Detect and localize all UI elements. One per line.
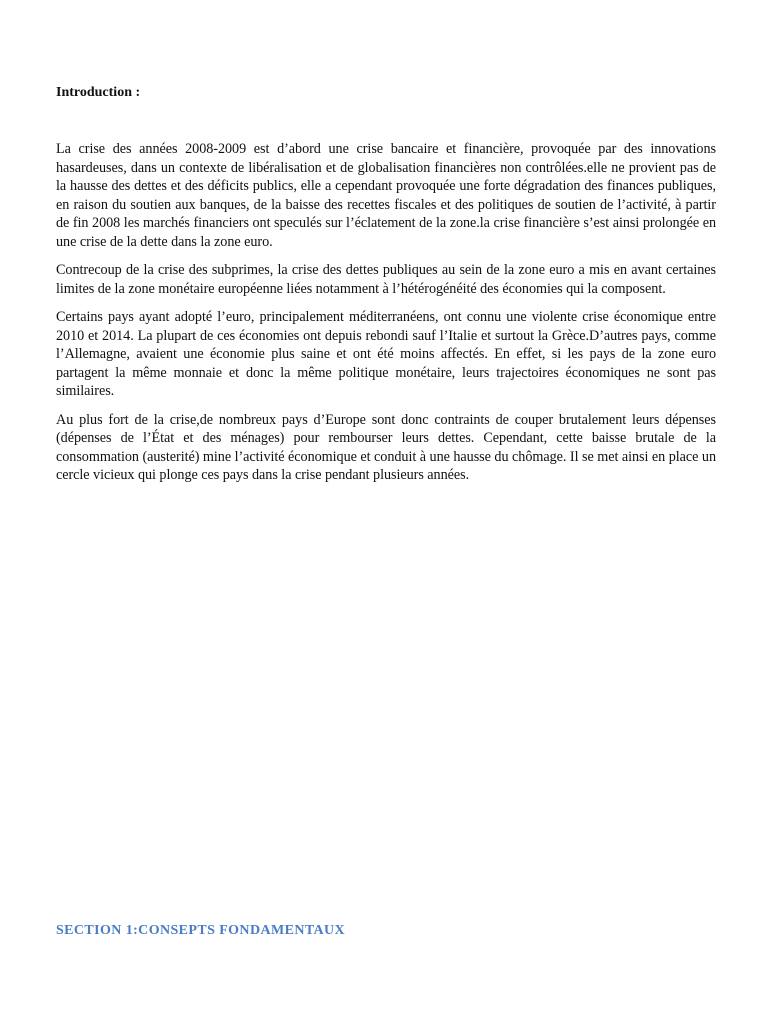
introduction-body [56, 140, 716, 495]
introduction-heading: Introduction : [56, 85, 141, 100]
section-title: SECTION 1:CONSEPTS FONDAMENTAUX [56, 923, 346, 938]
paragraph-2: Contrecoup de la crise des subprimes, la crise des dettes publiques au sein de la zone euro a mis en avant certaines limites de la zone monétaire européenne liées notamment à l’hétérogénéité des économies qui la composent. [56, 262, 716, 297]
paragraph-1: La crise des années 2008-2009 est d’abord une crise bancaire et financière, provoquée par des innovations hasardeuses, dans un contexte de libéralisation et de globalisation financières non contrôlées.elle ne provient pas de la hausse des dettes et des déficits publics, elle a cependant provoquée une forte dégradation des finances publiques, en raison du soutien aux banques, de la baisse des recettes fiscales et des politiques de soutien de l’activité, à partir de fin 2008 les marchés financiers ont speculés sur l’éclatement de la zone.la crise financière s’est ainsi prolongée en une crise de la dette dans la zone euro. [56, 141, 716, 250]
paragraph-3: Certains pays ayant adopté l’euro, principalement méditerranéens, ont connu une violente crise économique entre 2010 et 2014. La plupart de ces économies ont depuis rebondi sauf l’Italie et surtout la Grèce.D’autres pays, comme l’Allemagne, avaient une économie plus saine et ont été moins affectés. En effet, si les pays de la zone euro partagent la même monnaie et donc la même politique monétaire, leurs trajectoires économiques ne sont pas similaires. [56, 309, 716, 399]
paragraph-4: Au plus fort de la crise,de nombreux pays d’Europe sont donc contraints de couper brutalement leurs dépenses (dépenses de l’État et des ménages) pour rembourser leurs dettes. Cependant, cette baisse brutale de la consommation (austerité) mine l’activité économique et conduit à une hausse du chômage. Il se met ainsi en place un cercle vicieux qui plonge ces pays dans la crise pendant plusieurs années. [56, 411, 716, 483]
